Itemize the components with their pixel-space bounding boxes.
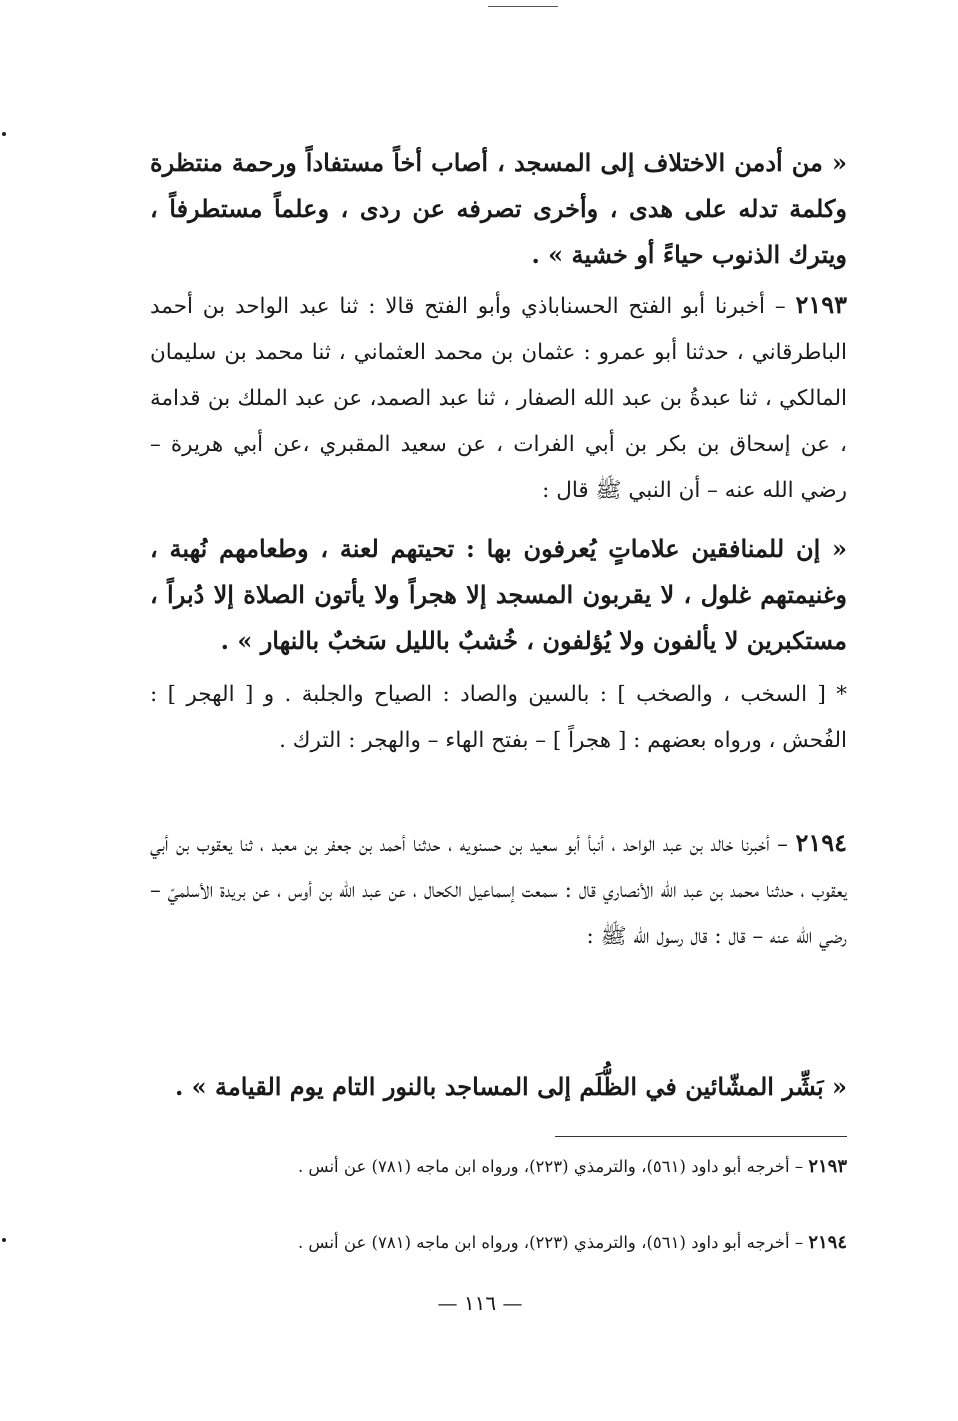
header-rule [488,6,558,7]
footnote-text: – أخرجه أبو داود (٥٦١)، والترمذي (٢٢٣)، ورواه ابن ماجه (٧٨١) عن أنس . [297,1233,804,1252]
hadith-2192-text: « من أدمن الاختلاف إلى المسجد ، أصاب أخاً مستفاداً ورحمة منتظرة وكلمة تدله على هدى ، وأخرى تصرفه عن ردى ، وعلماً مستطرفاً ، ويترك الذنوب حياءً أو خشية » . [150,148,847,269]
footnote [100,1150,847,1184]
hadith-2193-isnad [150,282,847,514]
footnote-number: ٢١٩٤ [808,1232,847,1253]
hadith-2193-note: * [ السخب ، والصخب ] : بالسين والصاد : الصياح والجلبة . و [ الهجر ] : الفُحش ، ورواه بعضهم : [ هجراً ] – بفتح الهاء – والهجر : الترك . [150,682,847,753]
footnote-rule [555,1136,847,1137]
isnad-text: – أخبرنا أبو الفتح الحسناباذي وأبو الفتح قالا : ثنا عبد الواحد بن أحمد الباطرقاني ، حدثنا أبو عمرو : عثمان بن محمد العثماني ، ثنا محمد بن سليمان المالكي ، ثنا عبدةُ بن عبد الله الصفار ، ثنا عبد الصمد، عن عبد الملك بن قدامة ، عن إسحاق بن بكر بن أبي الفرات ، عن سعيد المقبري ،عن أبي هريرة – رضي الله عنه – أن النبي ﷺ قال : [150,294,847,503]
footnote [100,1226,847,1260]
margin-mark [2,1238,6,1242]
hadith-2194-isnad [150,820,847,960]
hadith-2193-matn: « إن للمنافقين علاماتٍ يُعرفون بها : تحيتهم لعنة ، وطعامهم نُهبة ، وغنيمتهم غلول ، لا يقربون المسجد إلا هجراً ولا يأتون الصلاة إلا دُبراً ، مستكبرين لا يألفون ولا يُؤلفون ، خُشبٌ بالليل سَخبٌ بالنهار » . [150,534,847,655]
page-number: — ١١٦ — [437,1291,523,1315]
footnote-text: – أخرجه أبو داود (٥٦١)، والترمذي (٢٢٣)، ورواه ابن ماجه (٧٨١) عن أنس . [297,1157,804,1176]
margin-mark [2,132,6,136]
isnad-text: – أخبرنا خالد بن عبد الواحد ، أنبأ أبو سعيد بن حسنويه ، حدثنا أحمد بن جعفر بن معبد ، ثنا يعقوب بن أبي يعقوب ، حدثنا محمد بن عبد الله الأنصاري قال : سمعت إسماعيل الكحال ، عن عبد الله بن أوس ، عن بريدة الأسلميّ – رضي الله عنه – قال : قال رسول الله ﷺ : [150,832,847,949]
hadith-number: ٢١٩٤ [795,828,847,857]
footnote-number: ٢١٩٣ [808,1156,847,1177]
hadith-2194-matn: « بَشِّر المشّائين في الظُّلَم إلى المساجد بالنور التام يوم القيامة » . [174,1072,847,1101]
hadith-number: ٢١٩٣ [795,290,847,319]
